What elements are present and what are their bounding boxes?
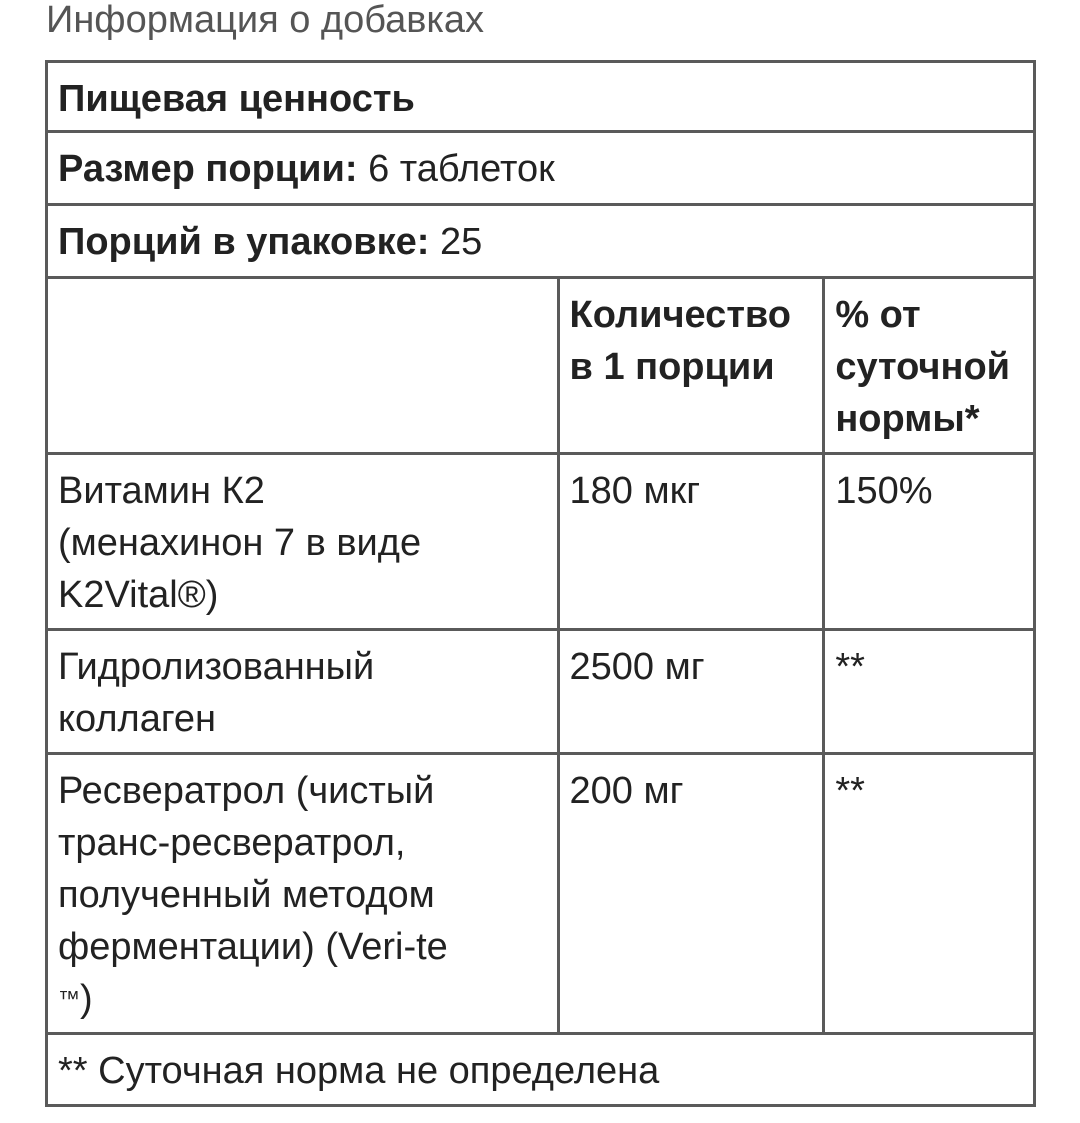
servings-per-container-value: 25: [439, 221, 483, 263]
header-dv-line1: % от: [835, 294, 921, 336]
ingredient-amount: 200 мг: [558, 754, 824, 1034]
header-amount-line2: в 1 порции: [569, 346, 775, 388]
ingredient-name-line: ферментации) (Veri-te: [58, 926, 448, 968]
header-amount-line1: Количество: [569, 294, 791, 336]
ingredient-name-line: полученный методом: [58, 874, 435, 916]
ingredient-name-line: Гидролизованный: [58, 646, 375, 688]
table-row: [47, 454, 1035, 630]
ingredient-name-line: ): [80, 978, 93, 1020]
servings-per-container-cell: [47, 205, 1035, 278]
supplement-facts-table: [45, 60, 1036, 1107]
section-title: Информация о добавках: [46, 0, 485, 41]
ingredient-daily-value: 150%: [824, 454, 1035, 630]
ingredient-name-line: Витамин К2: [58, 470, 265, 512]
ingredient-name: [47, 454, 559, 630]
ingredient-daily-value: **: [824, 754, 1035, 1034]
header-dv-line3: нормы*: [835, 398, 980, 440]
ingredient-amount: 2500 мг: [558, 630, 824, 754]
ingredient-name-line: коллаген: [58, 698, 216, 740]
trademark-symbol: ™: [58, 986, 80, 1011]
ingredient-name-line: Ресвератрол (чистый: [58, 770, 435, 812]
footnote: ** Суточная норма не определена: [47, 1034, 1035, 1106]
table-row: [47, 754, 1035, 1034]
serving-size-row: [47, 132, 1035, 205]
table-title: Пищевая ценность: [47, 62, 1035, 132]
ingredient-name: [47, 630, 559, 754]
table-row: [47, 630, 1035, 754]
servings-per-container-label: Порций в упаковке:: [58, 221, 430, 263]
servings-per-container-row: [47, 205, 1035, 278]
serving-size-value: 6 таблеток: [368, 148, 555, 190]
footnote-row: [47, 1034, 1035, 1106]
header-amount: [558, 278, 824, 454]
ingredient-daily-value: **: [824, 630, 1035, 754]
serving-size-label: Размер порции:: [58, 148, 358, 190]
header-daily-value: [824, 278, 1035, 454]
ingredient-name-line: транс-ресвератрол,: [58, 822, 406, 864]
ingredient-name: [47, 754, 559, 1034]
serving-size-cell: [47, 132, 1035, 205]
ingredient-name-line: K2Vital®): [58, 574, 219, 616]
table-header-row: [47, 278, 1035, 454]
header-ingredient: [47, 278, 559, 454]
ingredient-amount: 180 мкг: [558, 454, 824, 630]
table-title-row: [47, 62, 1035, 132]
ingredient-name-line: (менахинон 7 в виде: [58, 522, 422, 564]
header-dv-line2: суточной: [835, 346, 1011, 388]
